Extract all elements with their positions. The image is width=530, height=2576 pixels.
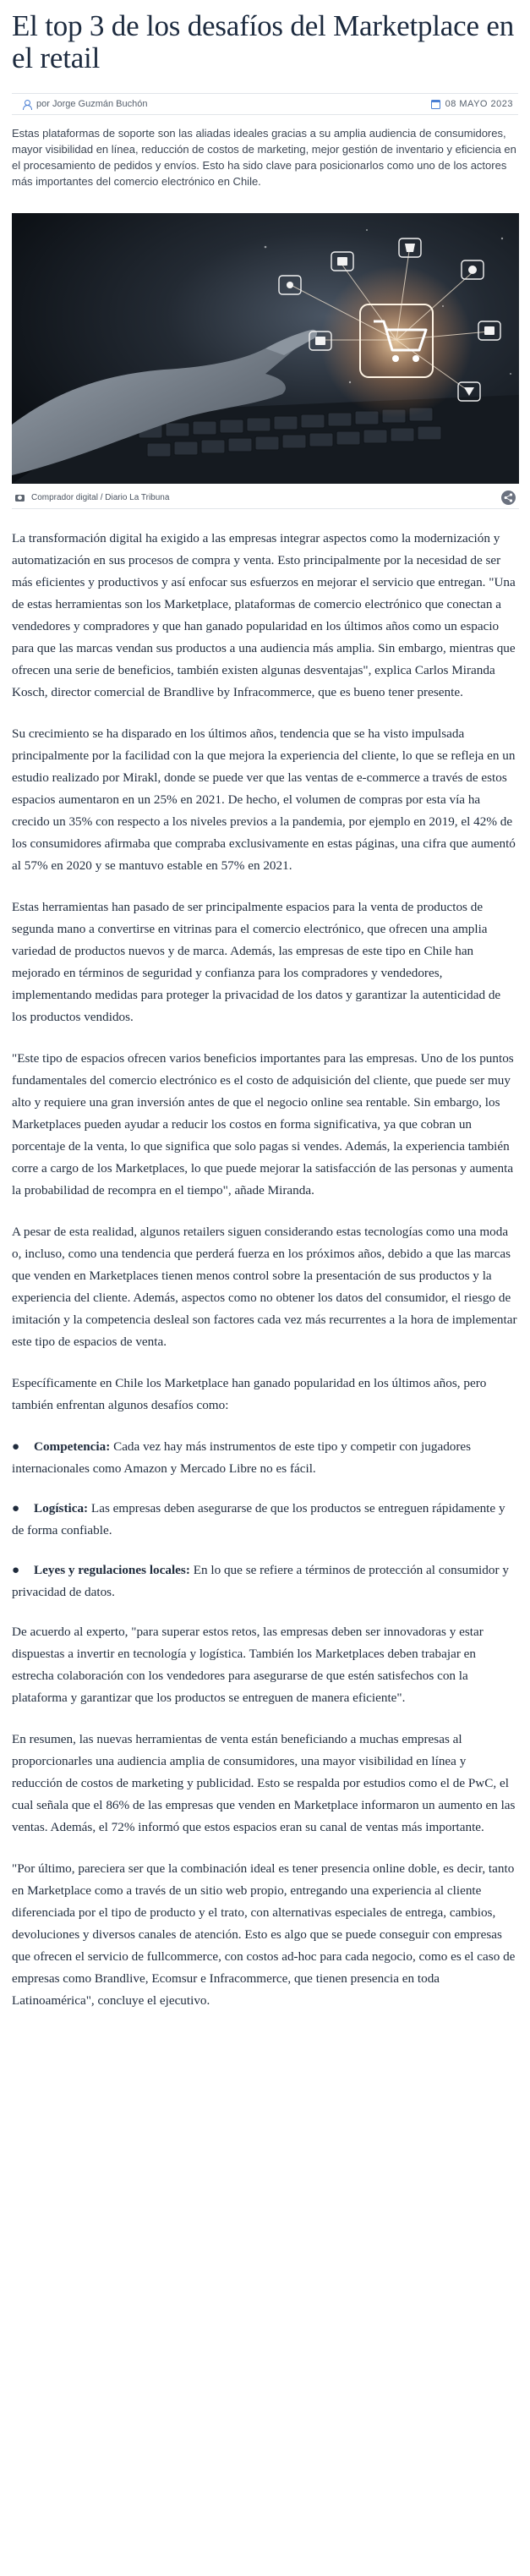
body-paragraph: Específicamente en Chile los Marketplace han ganado popularidad en los últimos años, pero también enfrentan algunos desafíos como: bbox=[12, 1376, 487, 1412]
bullet-marker: ● bbox=[12, 1501, 20, 1515]
user-icon bbox=[22, 100, 31, 109]
bullet-term: Logística: bbox=[34, 1501, 89, 1515]
body-paragraph: "Por último, pareciera ser que la combinación ideal es tener presencia online doble, es decir, tanto en Marketplace como a través de un sitio web propio, entregando una experiencia al cliente diferenciada por el tipo de producto y el trato, con alternativas especiales de entrega, cambios, devoluciones y diversos canales de atención. Esto es algo que se puede conseguir con empresas que ofrecen el servicio de fullcommerce, con costos ad-hoc para cada negocio, como es el caso de empresas como Brandlive, Ecomsur e Infracommerce, que tienen presencia en toda Latinoamérica", concluye el ejecutivo. bbox=[12, 1861, 516, 2008]
image-caption bbox=[12, 487, 519, 509]
body-paragraph: "Este tipo de espacios ofrecen varios beneficios importantes para las empresas. Uno de los puntos fundamentales del comercio electrónico es el costo de adquisición del cliente, que puede ser muy alto y requiere una gran inversión antes de que el negocio online sea rentable. Sin embargo, los Marketplaces pueden ayudar a reducir los costos en forma significativa, ya que cobran un porcentaje de la venta, lo que significa que solo pagas si vendes. Además, la experiencia también corre a cargo de los Marketplaces, lo que puede mejorar la satisfacción de las personas y aumenta la probabilidad de recompra en el tiempo", añade Miranda. bbox=[12, 1051, 514, 1198]
date-text: 08 MAYO 2023 bbox=[445, 99, 513, 109]
bullet-text: Cada vez hay más instrumentos de este tipo y competir con jugadores internacionales como Amazon y Mercado Libre no es fácil. bbox=[12, 1439, 472, 1476]
body-paragraph: A pesar de esta realidad, algunos retailers siguen considerando estas tecnologías como una moda o, incluso, como una tendencia que perderá fuerza en los próximos años, debido a que las marcas que venden en Marketplaces tienen menos control sobre la presentación de sus productos y la experiencia del cliente. Además, aspectos como no obtener los datos del consumidor, el riesgo de imitación y la competencia desleal son factores cada vez más recurrentes a la hora de implementar este tipo de espacios de venta. bbox=[12, 1225, 517, 1349]
hero-image bbox=[12, 213, 519, 484]
body-paragraph: Estas herramientas han pasado de ser principalmente espacios para la venta de productos de segunda mano a convertirse en vitrinas para el comercio electrónico, que ofrecen una amplia variedad de productos nuevos y de marca. Además, las empresas de este tipo en Chile han mejorado en términos de seguridad y confianza para los compradores y vendedores, implementando medidas para proteger la privacidad de los datos y garantizar la autenticidad de los productos vendidos. bbox=[12, 900, 501, 1024]
camera-icon bbox=[15, 495, 25, 501]
body-paragraph: La transformación digital ha exigido a las empresas integrar aspectos como la modernización y automatización en sus procesos de compra y venta. Esto principalmente por la necesidad de ser más eficientes y productivos y así enfocar sus esfuerzos en mejorar el servicio que entregan. "Una de estas herramientas son los Marketplace, plataformas de comercio electrónico que conectan a vendedores y compradores y que han ganado popularidad en los últimos años como un espacio para que las marcas vendan sus productos a una audiencia más amplia. Sin embargo, mientras que ofrecen una serie de beneficios, también existen algunas desventajas", explica Carlos Miranda Kosch, director comercial de Brandlive by Infracommerce, que es bueno tener presente. bbox=[12, 531, 516, 699]
bullet-term: Competencia: bbox=[34, 1439, 111, 1454]
article-body bbox=[12, 528, 518, 2012]
article-lede: Estas plataformas de soporte son las aliadas ideales gracias a su amplia audiencia de consumidores, mayor visibilidad en línea, reducción de costos de marketing, mejor gestión de inventario y eficiencia en el procesamiento de pedidos y envíos. Esto ha sido clave para posicionarlos como uno de los actores más importantes del comercio electrónico en Chile. bbox=[12, 127, 516, 188]
article-title: El top 3 de los desafíos del Marketplace en el retail bbox=[12, 9, 514, 74]
body-paragraph: Su crecimiento se ha disparado en los últimos años, tendencia que se ha visto impulsada principalmente por la facilidad con la que mejora la experiencia del cliente, lo que se refleja en un estudio realizado por Mirakl, donde se puede ver que las ventas de e-commerce a través de estos espacios aumentaron en un 25% en 2021. De hecho, el volumen de compras por esta vía ha crecido un 35% con respecto a los niveles previos a la pandemia, por ejemplo en 2019, el 42% de los consumidores afirmaba que compraba exclusivamente en estas páginas, una cifra que aumentó al 57% en 2020 y se mantuvo estable en 57% en 2021. bbox=[12, 726, 516, 873]
publish-date bbox=[431, 99, 513, 109]
article-meta bbox=[12, 93, 518, 115]
body-paragraph: En resumen, las nuevas herramientas de venta están beneficiando a muchas empresas al proporcionarles una audiencia amplia de consumidores, una mayor visibilidad en línea y reducción de costos de marketing y publicidad. Esto se respalda por estudios como el de PwC, el cual señala que el 86% de las empresas que venden en Marketplace informaron un aumento en las ventas. Además, el 72% informó que estos espacios eran su canal de ventas más importante. bbox=[12, 1732, 516, 1834]
bullet-marker: ● bbox=[12, 1563, 20, 1577]
bullet-item bbox=[12, 1559, 518, 1603]
article-figure bbox=[12, 213, 519, 509]
bullet-marker: ● bbox=[12, 1439, 20, 1454]
bullet-text: En lo que se refiere a términos de protección al consumidor y privacidad de datos. bbox=[12, 1563, 509, 1599]
caption-credit bbox=[15, 493, 169, 502]
bullet-item bbox=[12, 1436, 518, 1480]
author-byline bbox=[14, 99, 147, 109]
bullet-item bbox=[12, 1498, 518, 1542]
share-icon[interactable] bbox=[501, 491, 516, 505]
body-paragraph: De acuerdo al experto, "para superar estos retos, las empresas deben ser innovadoras y estar dispuestas a invertir en tecnología y logística. También los Marketplaces deben trabajar en estrecha colaboración con los vendedores para asegurarse de que estén satisfechos con la plataforma y garantizar que los productos se entreguen de manera eficiente". bbox=[12, 1625, 484, 1705]
calendar-icon bbox=[431, 100, 440, 109]
bullet-text: Las empresas deben asegurarse de que los productos se entreguen rápidamente y de forma confiable. bbox=[12, 1501, 505, 1537]
author-name[interactable]: por Jorge Guzmán Buchón bbox=[36, 99, 148, 109]
caption-text: Comprador digital / Diario La Tribuna bbox=[31, 493, 170, 502]
bullet-term: Leyes y regulaciones locales: bbox=[34, 1563, 190, 1577]
